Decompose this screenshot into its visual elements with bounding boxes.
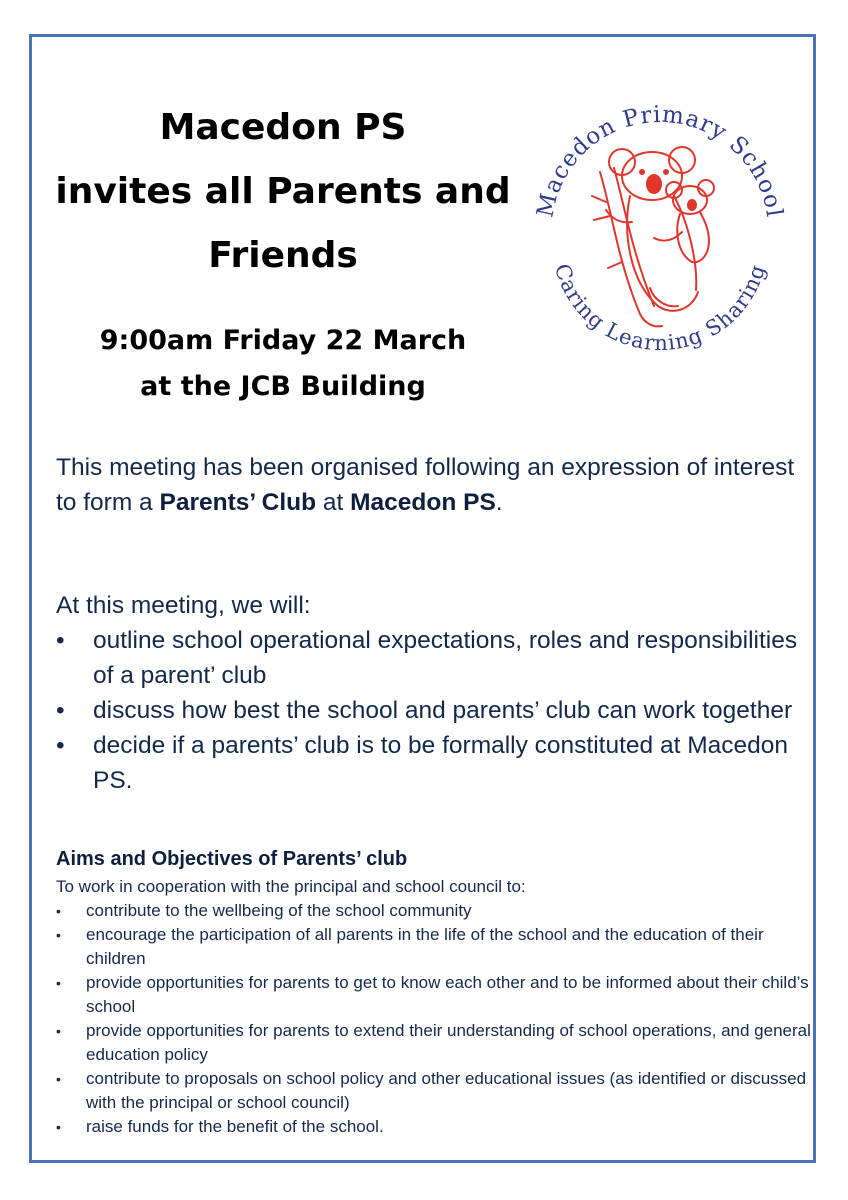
invitation-heading (40, 96, 526, 288)
list-item: • provide opportunities for parents to get to know each other and to be informed about their child’s school (56, 971, 816, 1019)
event-time-date: 9:00am Friday 22 March (99, 325, 467, 356)
intro-text-2: at (316, 489, 351, 516)
aims-lead: To work in cooperation with the principal and school council to: (56, 877, 526, 896)
heading-line-3: Friends (208, 235, 358, 276)
heading-line-1: Macedon PS (159, 107, 407, 148)
logo-arc-bottom-text: Caring Learning Sharing (549, 260, 771, 356)
school-logo (522, 92, 798, 368)
intro-bold-parents-club: Parents’ Club (159, 489, 317, 516)
event-details (40, 318, 526, 410)
aims-title: Aims and Objectives of Parents’ club (56, 848, 408, 870)
event-location: at the JCB Building (140, 371, 426, 402)
list-item: • discuss how best the school and parents’ club can work together (56, 693, 816, 728)
list-item: • provide opportunities for parents to extend their understanding of school operations, and general education policy (56, 1019, 816, 1067)
logo-arc-top-text: Macedon Primary School (532, 101, 788, 220)
intro-text-3: . (495, 489, 503, 516)
list-item: • contribute to the wellbeing of the school community (56, 899, 816, 923)
intro-bold-macedon: Macedon PS (350, 489, 496, 516)
agenda-lead: At this meeting, we will: (56, 592, 311, 619)
list-item: • outline school operational expectations, roles and responsibilities of a parent’ club (56, 623, 816, 693)
meeting-agenda (56, 588, 816, 798)
list-item: • encourage the participation of all parents in the life of the school and the education of their children (56, 923, 816, 971)
list-item: • contribute to proposals on school policy and other educational issues (as identified or discussed with the principal or school council) (56, 1067, 816, 1115)
aims-list (56, 899, 816, 1139)
agenda-list (56, 623, 816, 798)
list-item: • decide if a parents’ club is to be formally constituted at Macedon PS. (56, 728, 816, 798)
intro-paragraph (56, 450, 796, 520)
list-item: • raise funds for the benefit of the school. (56, 1115, 816, 1139)
aims-section (56, 846, 816, 1139)
heading-line-2: invites all Parents and (55, 171, 511, 212)
intro-text-1: This meeting has been organised following an expression of interest to form a (56, 454, 795, 516)
koala-illustration (592, 147, 714, 326)
